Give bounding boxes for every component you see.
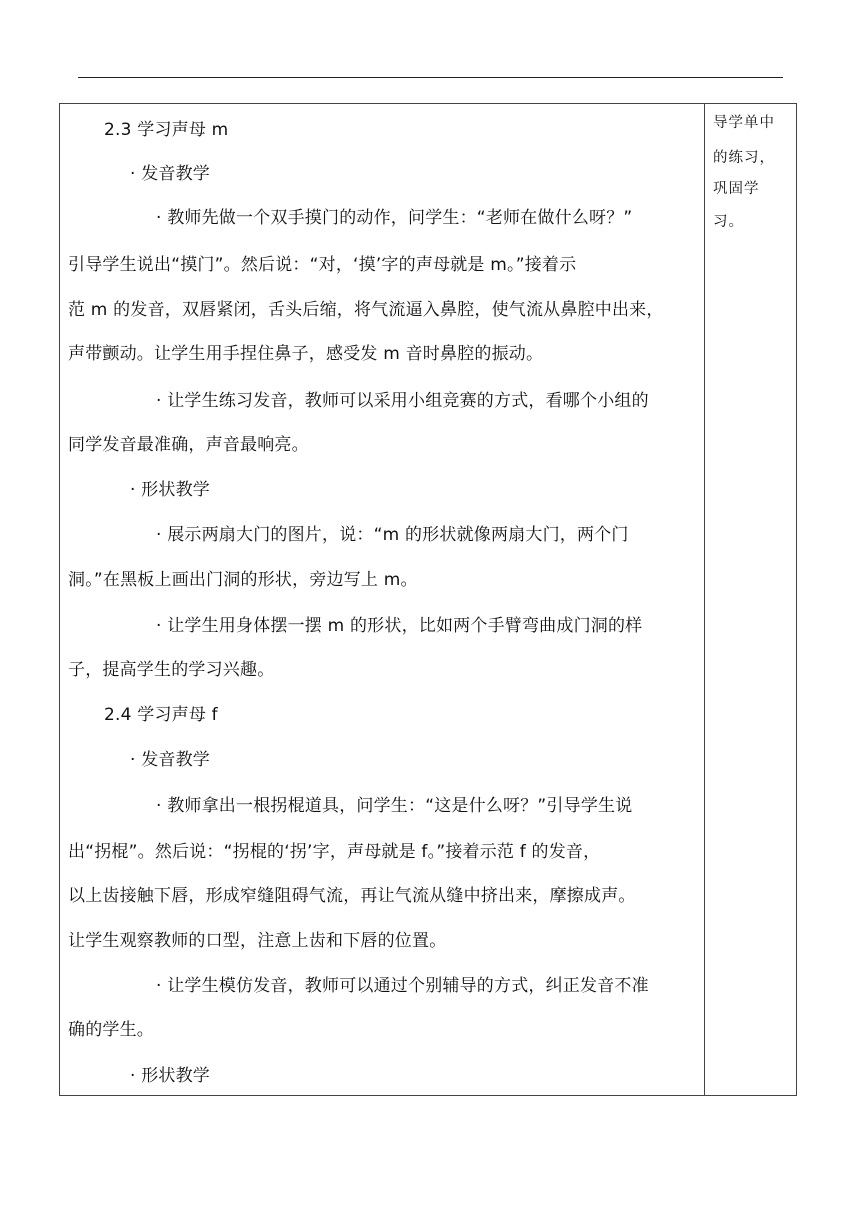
paragraph-line: · 让学生用身体摆一摆 m 的形状，比如两个手臂弯曲成门洞的样 (156, 616, 643, 636)
paragraph-line: 出“拐棍”。然后说：“拐棍的‘拐’字，声母就是 f。”接着示范 f 的发音， (68, 842, 601, 862)
lesson-table (59, 103, 797, 1096)
header-rule (78, 77, 783, 78)
paragraph-line: · 让学生模仿发音，教师可以通过个别辅导的方式，纠正发音不准 (156, 976, 649, 996)
paragraph-line: 子，提高学生的学习兴趣。 (68, 660, 275, 680)
paragraph-line: · 教师先做一个双手摸门的动作，问学生：“老师在做什么呀？” (156, 208, 633, 228)
paragraph-line: 洞。”在黑板上画出门洞的形状，旁边写上 m。 (68, 570, 418, 590)
paragraph-line: · 教师拿出一根拐棍道具，问学生：“这是什么呀？”引导学生说 (156, 796, 633, 816)
side-note-line: 的练习， (713, 150, 775, 166)
subheading-shape: · 形状教学 (130, 480, 211, 500)
paragraph-line: 范 m 的发音，双唇紧闭，舌头后缩，将气流逼入鼻腔，使气流从鼻腔中出来， (68, 300, 664, 320)
subheading-pronunciation: · 发音教学 (130, 164, 211, 184)
paragraph-line: · 展示两扇大门的图片，说：“m 的形状就像两扇大门，两个门 (156, 525, 629, 545)
paragraph-line: 引导学生说出“摸门”。然后说：“对，‘摸’字的声母就是 m。”接着示 (68, 255, 577, 275)
paragraph-line: 确的学生。 (68, 1020, 154, 1040)
paragraph-line: 以上齿接触下唇，形成窄缝阻碍气流，再让气流从缝中挤出来，摩擦成声。 (68, 886, 636, 906)
subheading-pronunciation: · 发音教学 (130, 750, 211, 770)
paragraph-line: 同学发音最准确，声音最响亮。 (68, 435, 309, 455)
side-note-line: 巩固学 (713, 181, 760, 197)
section-heading-2-3: 2.3 学习声母 m (104, 120, 229, 140)
teaching-content-cell (60, 104, 704, 1095)
subheading-shape: · 形状教学 (130, 1066, 211, 1086)
section-heading-2-4: 2.4 学习声母 f (104, 705, 218, 725)
design-intent-cell (705, 104, 796, 1095)
paragraph-line: 声带颤动。让学生用手捏住鼻子，感受发 m 音时鼻腔的振动。 (68, 344, 544, 364)
paragraph-line: · 让学生练习发音，教师可以采用小组竞赛的方式，看哪个小组的 (156, 391, 649, 411)
side-note-line: 习。 (713, 214, 744, 230)
paragraph-line: 让学生观察教师的口型，注意上齿和下唇的位置。 (68, 931, 447, 951)
side-note-line: 导学单中 (713, 115, 775, 131)
